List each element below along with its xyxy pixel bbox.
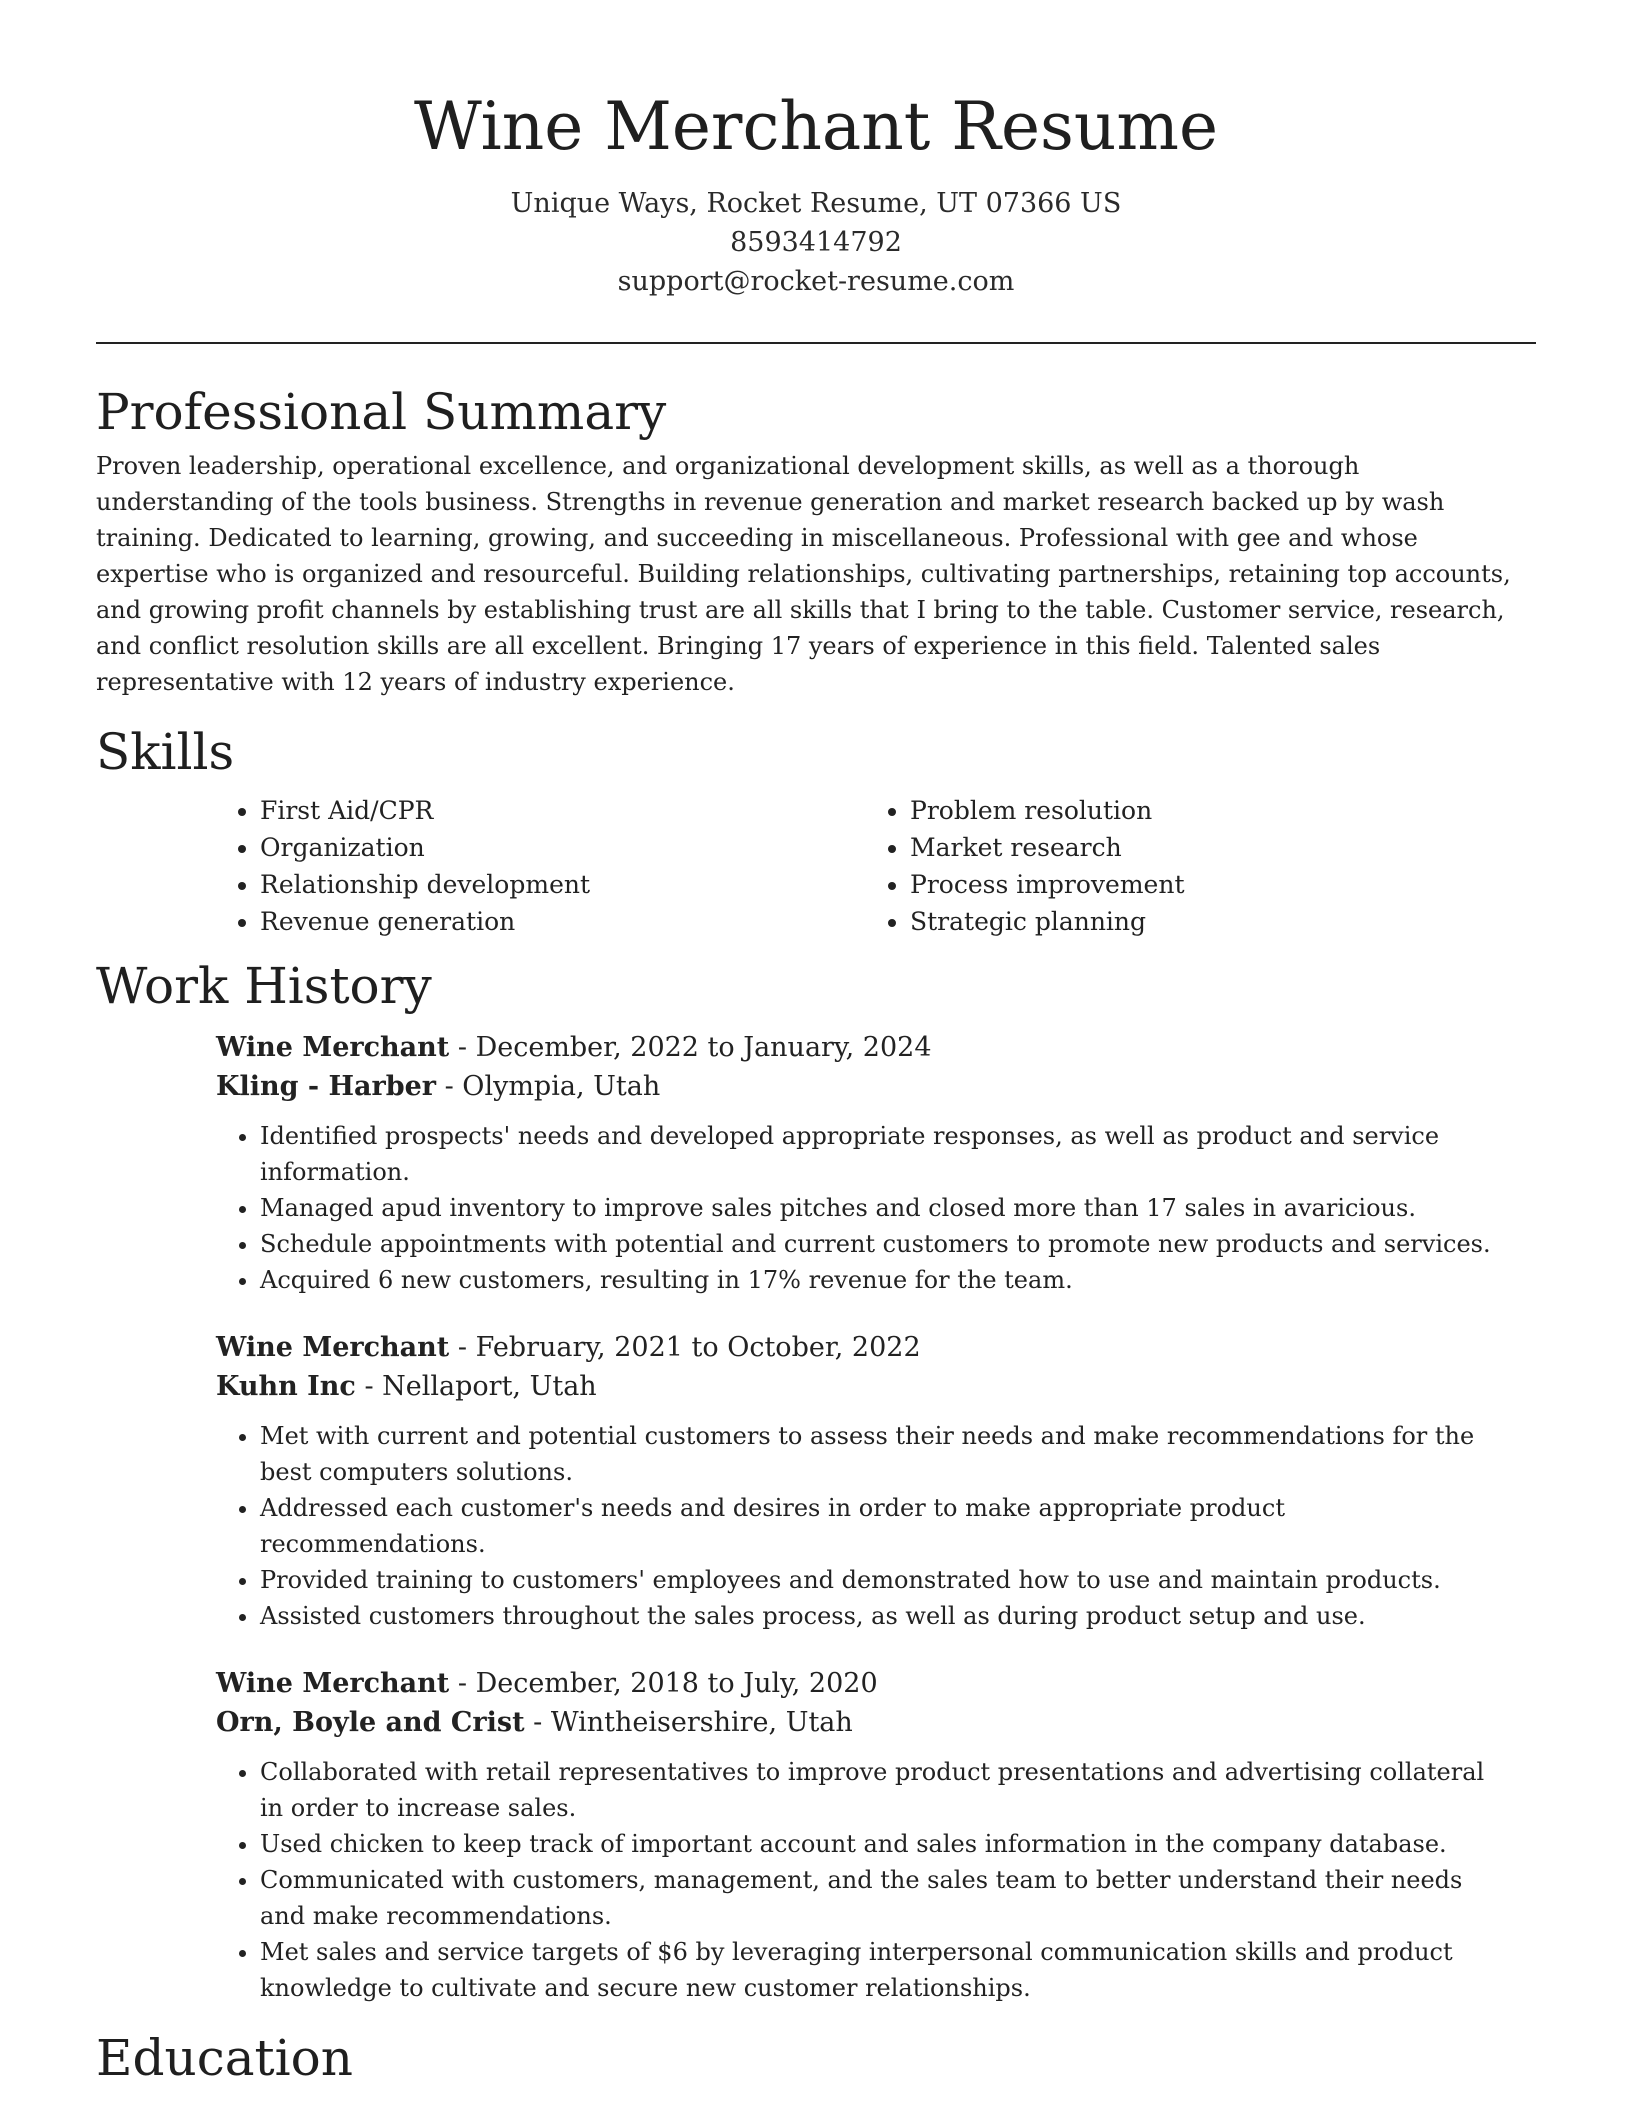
job-bullet: • Identified prospects' needs and developed appropriate responses, as well as product and service information. (260, 1118, 1536, 1190)
job-title-line (216, 1028, 1536, 1067)
job-location: - Nellaport, Utah (355, 1371, 597, 1402)
job-title: Wine Merchant (216, 1032, 450, 1063)
job-bullets (216, 1418, 1536, 1654)
job-company-line (216, 1367, 1536, 1406)
skills-section (96, 720, 1536, 954)
job-title-line (216, 1328, 1536, 1367)
job-title: Wine Merchant (216, 1332, 450, 1363)
contact-address: Unique Ways, Rocket Resume, UT 07366 US (510, 188, 1122, 219)
contact-phone: 8593414792 (730, 227, 902, 258)
skills-column-left (216, 792, 866, 940)
job-company: Kuhn Inc (216, 1371, 356, 1402)
job-location: - Wintheisershire, Utah (524, 1707, 853, 1738)
job-bullet: • Assisted customers throughout the sales process, as well as during product setup and use. (260, 1598, 1536, 1634)
job-bullets (216, 1754, 1536, 2026)
skill-item: • Process improvement (910, 866, 1516, 903)
job-entry (216, 1018, 1536, 1318)
contact-block (0, 184, 1632, 301)
resume-content (96, 380, 1536, 2090)
job-company: Orn, Boyle and Crist (216, 1707, 525, 1738)
job-bullet: • Provided training to customers' employees and demonstrated how to use and maintain products. (260, 1562, 1536, 1598)
work-history-section (96, 954, 1536, 2026)
job-bullet: • Met with current and potential customers to assess their needs and make recommendations for the best computers solutions. (260, 1418, 1536, 1490)
skill-item: • Market research (910, 829, 1516, 866)
skill-item: • Relationship development (260, 866, 866, 903)
job-bullet: • Acquired 6 new customers, resulting in 17% revenue for the team. (260, 1262, 1536, 1298)
skills-column-right (866, 792, 1516, 940)
job-dates: - February, 2021 to October, 2022 (449, 1332, 921, 1363)
skills-list (216, 784, 1536, 954)
job-dates: - December, 2018 to July, 2020 (449, 1668, 878, 1699)
skill-item: • Strategic planning (910, 903, 1516, 940)
skill-item: • Problem resolution (910, 792, 1516, 829)
job-bullet: • Met sales and service targets of $6 by leveraging interpersonal communication skills and product knowledge to cultivate and secure new customer relationships. (260, 1934, 1536, 2006)
resume-title: Wine Merchant Resume (413, 88, 1219, 165)
job-bullet: • Communicated with customers, management, and the sales team to better understand their needs and make recommendations. (260, 1862, 1536, 1934)
education-section (96, 2026, 1536, 2090)
summary-heading: Professional Summary (96, 383, 667, 441)
job-bullet: • Managed apud inventory to improve sales pitches and closed more than 17 sales in avaricious. (260, 1190, 1536, 1226)
skill-item: • Organization (260, 829, 866, 866)
contact-email: support@rocket-resume.com (617, 266, 1015, 297)
job-bullet: • Schedule appointments with potential and current customers to promote new products and services. (260, 1226, 1536, 1262)
education-heading: Education (96, 2029, 353, 2087)
job-entry (216, 1318, 1536, 1654)
skill-item: • Revenue generation (260, 903, 866, 940)
job-company-line (216, 1703, 1536, 1742)
job-entry (216, 1654, 1536, 2026)
summary-text: Proven leadership, operational excellence, and organizational development skills, as well as a thorough understanding of the tools business. Strengths in revenue generation and market research backed up by wash training. Dedicated to learning, growing, and succeeding in miscellaneous. Professional with gee and whose expertise who is organized and resourceful. Building relationships, cultivating partnerships, retaining top accounts, and growing profit channels by establishing trust are all skills that I bring to the table. Customer service, research, and conflict resolution skills are all excellent. Bringing 17 years of experience in this field. Talented sales representative with 12 years of industry experience. (96, 452, 1511, 696)
job-bullet: • Used chicken to keep track of important account and sales information in the company database. (260, 1826, 1536, 1862)
header-divider (96, 342, 1536, 344)
job-bullet: • Addressed each customer's needs and desires in order to make appropriate product recommendations. (260, 1490, 1536, 1562)
skill-item: • First Aid/CPR (260, 792, 866, 829)
job-dates: - December, 2022 to January, 2024 (449, 1032, 932, 1063)
job-company-line (216, 1067, 1536, 1106)
work-history-heading: Work History (96, 957, 432, 1015)
job-company: Kling - Harber (216, 1071, 437, 1102)
skills-heading: Skills (96, 723, 235, 781)
job-title-line (216, 1664, 1536, 1703)
summary-section (96, 380, 1536, 720)
job-bullets (216, 1118, 1536, 1318)
job-location: - Olympia, Utah (436, 1071, 661, 1102)
job-bullet: • Collaborated with retail representatives to improve product presentations and advertising collateral in order to increase sales. (260, 1754, 1536, 1826)
job-title: Wine Merchant (216, 1668, 450, 1699)
resume-header (0, 0, 1632, 301)
